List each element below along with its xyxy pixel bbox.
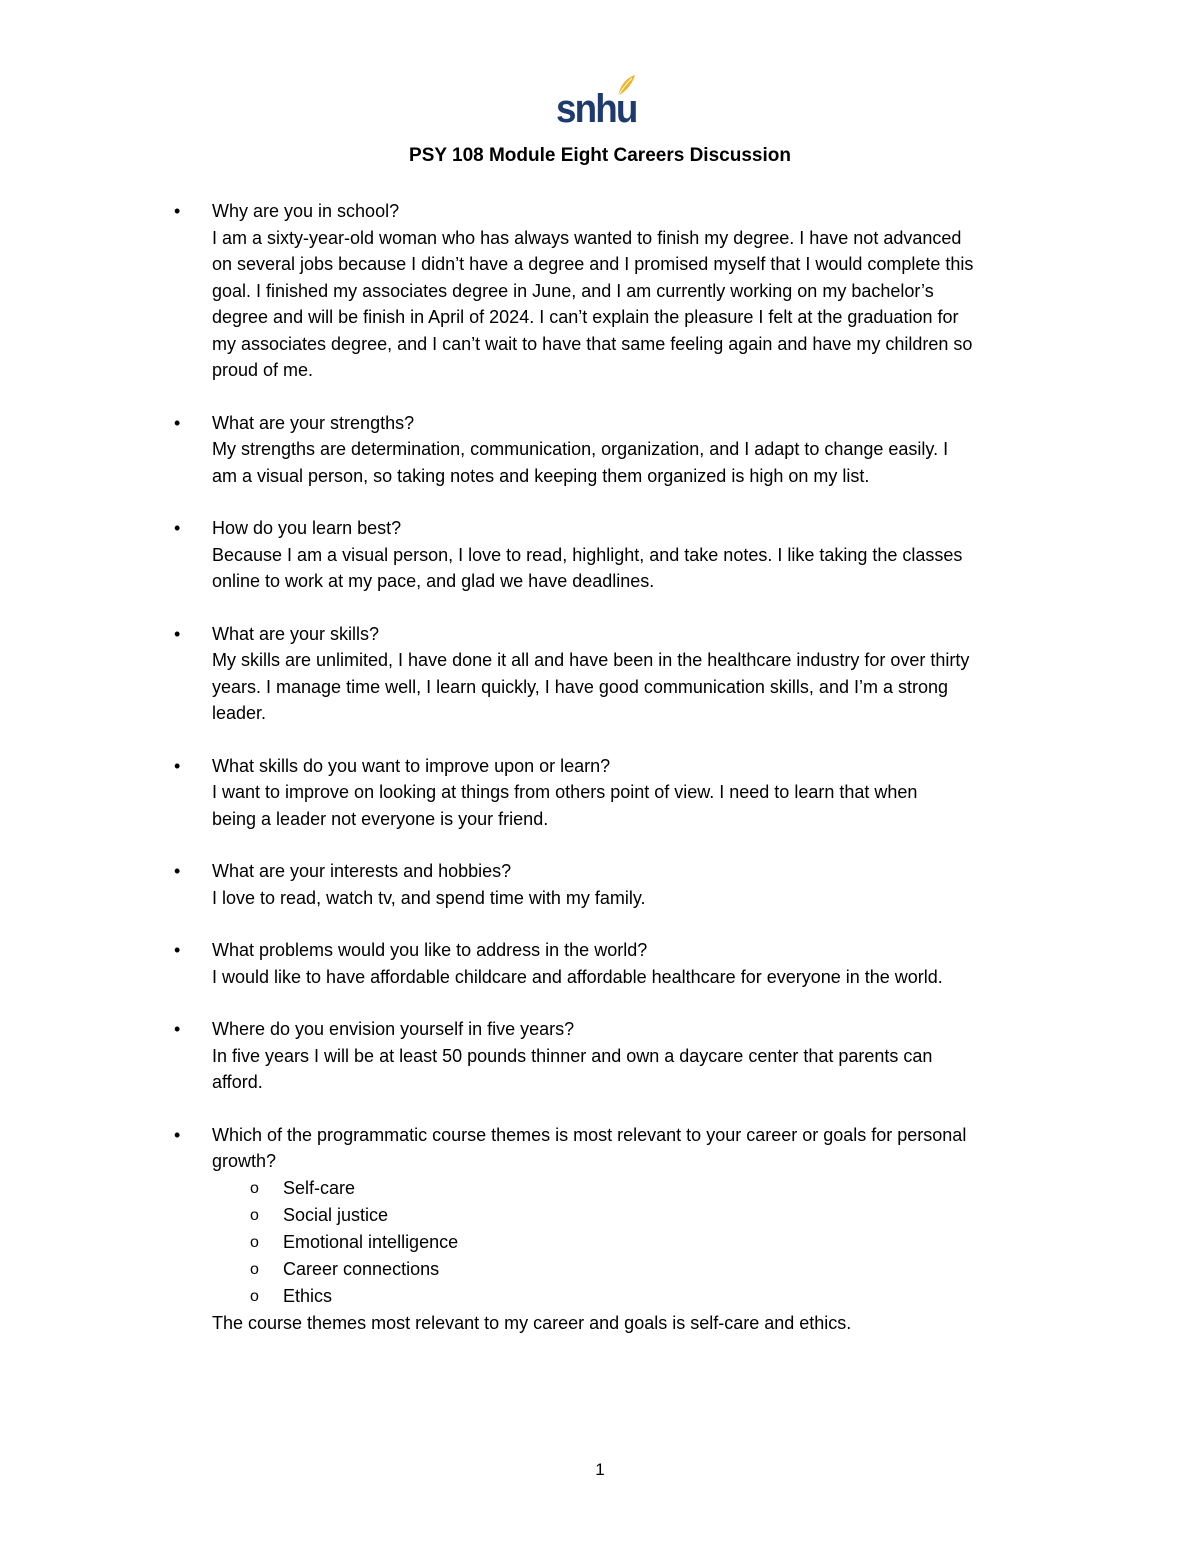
question-item-problems — [0, 937, 1200, 990]
theme-label: Emotional intelligence — [283, 1231, 459, 1252]
answer-text: I want to improve on looking at things from others point of view. I need to learn that when being a leader not everyone is your friend. — [212, 782, 918, 829]
circle-bullet-icon: o — [250, 1206, 259, 1224]
question-text: What problems would you like to address in the world? — [212, 940, 648, 960]
theme-label: Ethics — [283, 1285, 333, 1306]
bullet-icon: • — [174, 623, 181, 644]
logo-wordmark: snhu — [556, 87, 637, 131]
theme-item — [212, 1175, 1060, 1202]
theme-list — [212, 1175, 1060, 1310]
theme-item — [212, 1256, 1060, 1283]
question-text: What skills do you want to improve upon or learn? — [212, 755, 611, 776]
question-item-learn-best — [0, 515, 1200, 595]
bullet-icon: • — [174, 201, 181, 221]
theme-item — [212, 1229, 1060, 1256]
document-title: PSY 108 Module Eight Careers Discussion — [409, 145, 791, 166]
circle-bullet-icon: o — [250, 1260, 259, 1278]
theme-label: Self-care — [283, 1177, 356, 1198]
page-number: 1 — [595, 1460, 605, 1479]
theme-label: Career connections — [283, 1258, 440, 1279]
theme-item — [212, 1283, 1060, 1310]
bullet-icon: • — [174, 518, 181, 538]
question-item-five-years — [0, 1016, 1200, 1096]
bullet-icon: • — [174, 940, 181, 960]
theme-item — [212, 1202, 1060, 1229]
question-text: How do you learn best? — [212, 518, 402, 538]
answer-text: My skills are unlimited, I have done it all and have been in the healthcare industry for over thirty years. I manage time well, I learn quickly, I have good communication skills, and I’m a strong leader. — [212, 650, 970, 723]
answer-text: In five years I will be at least 50 pounds thinner and own a daycare center that parents can afford. — [212, 1045, 933, 1092]
bullet-icon: • — [174, 412, 181, 433]
question-text: Which of the programmatic course themes is most relevant to your career or goals for personal growth? — [212, 1124, 967, 1171]
circle-bullet-icon: o — [250, 1287, 259, 1305]
question-text: What are your skills? — [212, 623, 380, 644]
circle-bullet-icon: o — [250, 1233, 259, 1251]
bullet-icon: • — [174, 1019, 181, 1039]
question-item-school — [0, 198, 1200, 384]
answer-text: I love to read, watch tv, and spend time with my family. — [212, 887, 646, 908]
theme-label: Social justice — [283, 1204, 389, 1225]
question-text: What are your strengths? — [212, 412, 415, 433]
answer-text: I would like to have affordable childcare and affordable healthcare for everyone in the world. — [212, 966, 943, 987]
question-item-hobbies — [0, 858, 1200, 911]
bullet-icon: • — [174, 861, 181, 881]
question-item-course-themes — [0, 1122, 1200, 1337]
bullet-icon: • — [174, 755, 181, 776]
answer-text: The course themes most relevant to my career and goals is self-care and ethics. — [212, 1312, 852, 1333]
question-text: Where do you envision yourself in five years? — [212, 1019, 575, 1039]
question-text: What are your interests and hobbies? — [212, 861, 512, 881]
answer-text: My strengths are determination, communication, organization, and I adapt to change easily. I am a visual person, so taking notes and keeping them organized is high on my list. — [212, 439, 949, 486]
question-item-skills — [0, 621, 1200, 727]
question-text: Why are you in school? — [212, 201, 400, 221]
snhu-logo — [556, 74, 638, 132]
answer-text: I am a sixty-year-old woman who has always wanted to finish my degree. I have not advanced on several jobs because I didn’t have a degree and I promised myself that I would complete this goal. I finished my associates degree in June, and I am currently working on my bachelor’s degree and will be finish in April of 2024. I can’t explain the pleasure I felt at the graduation for my associates degree, and I can’t wait to have that same feeling again and have my children so proud of me. — [212, 227, 974, 380]
bullet-icon: • — [174, 1124, 181, 1145]
question-item-strengths — [0, 410, 1200, 490]
answer-text: Because I am a visual person, I love to read, highlight, and take notes. I like taking the classes online to work at my pace, and glad we have deadlines. — [212, 544, 963, 591]
question-item-improve — [0, 753, 1200, 833]
circle-bullet-icon: o — [250, 1179, 259, 1197]
question-list — [0, 198, 1200, 1362]
